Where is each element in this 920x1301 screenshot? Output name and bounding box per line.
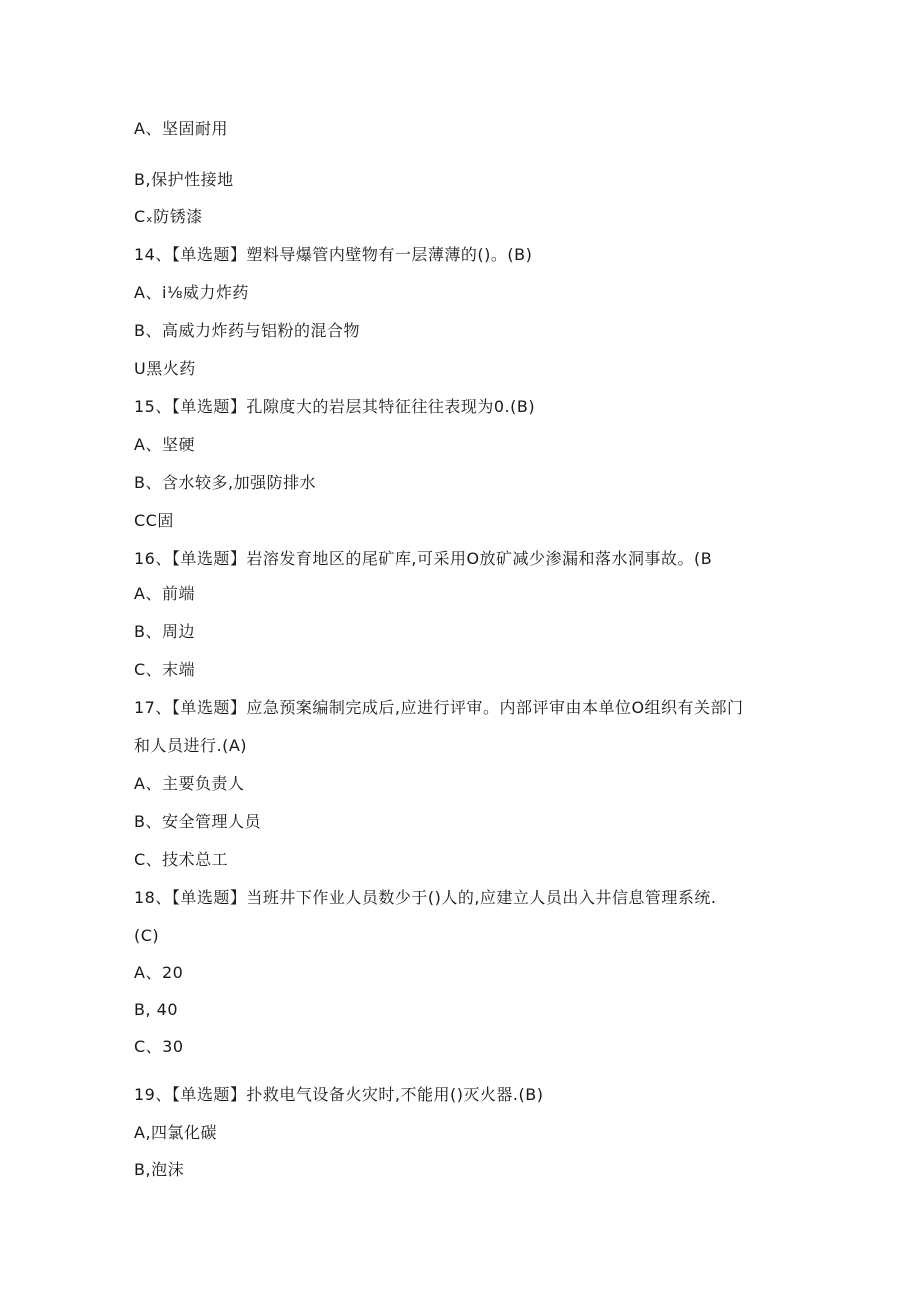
option-line: B, 40: [134, 1000, 179, 1019]
option-line: C、30: [134, 1037, 184, 1056]
option-line: A、坚固耐用: [134, 119, 228, 138]
option-line: A、主要负责人: [134, 774, 245, 793]
question-line: 18、【单选题】当班井下作业人员数少于()人的,应建立人员出入井信息管理系统.: [134, 888, 717, 907]
option-line: U黑火药: [134, 359, 196, 378]
question-line-continued: (C): [134, 926, 160, 945]
option-line: B、安全管理人员: [134, 812, 261, 831]
question-line: 15、【单选题】孔隙度大的岩层其特征往往表现为0.(B): [134, 397, 536, 416]
option-line: A、前端: [134, 584, 195, 603]
option-line: C、技术总工: [134, 850, 229, 869]
option-line: A,四氯化碳: [134, 1123, 218, 1142]
question-line: 19、【单选题】扑救电气设备火灾时,不能用()灭火器.(B): [134, 1085, 544, 1104]
question-line: 17、【单选题】应急预案编制完成后,应进行评审。内部评审由本单位O组织有关部门: [134, 698, 744, 717]
question-line: 16、【单选题】岩溶发育地区的尾矿库,可采用O放矿减少渗漏和落水洞事故。(B: [134, 549, 713, 568]
option-line: B、含水较多,加强防排水: [134, 473, 317, 492]
option-line: A、i⅛威力炸药: [134, 283, 249, 302]
option-line: A、20: [134, 963, 184, 982]
option-line: A、坚硬: [134, 435, 195, 454]
option-line: C、末端: [134, 660, 196, 679]
option-line: B、周边: [134, 622, 195, 641]
option-line: CC固: [134, 511, 174, 530]
option-line: B、高威力炸药与铝粉的混合物: [134, 321, 360, 340]
question-line: 14、【单选题】塑料导爆管内壁物有一层薄薄的()。(B): [134, 245, 533, 264]
question-line-continued: 和人员进行.(A): [134, 736, 248, 755]
option-line: B,泡沫: [134, 1160, 185, 1179]
option-line: Cₓ防锈漆: [134, 207, 203, 226]
option-line: B,保护性接地: [134, 170, 234, 189]
